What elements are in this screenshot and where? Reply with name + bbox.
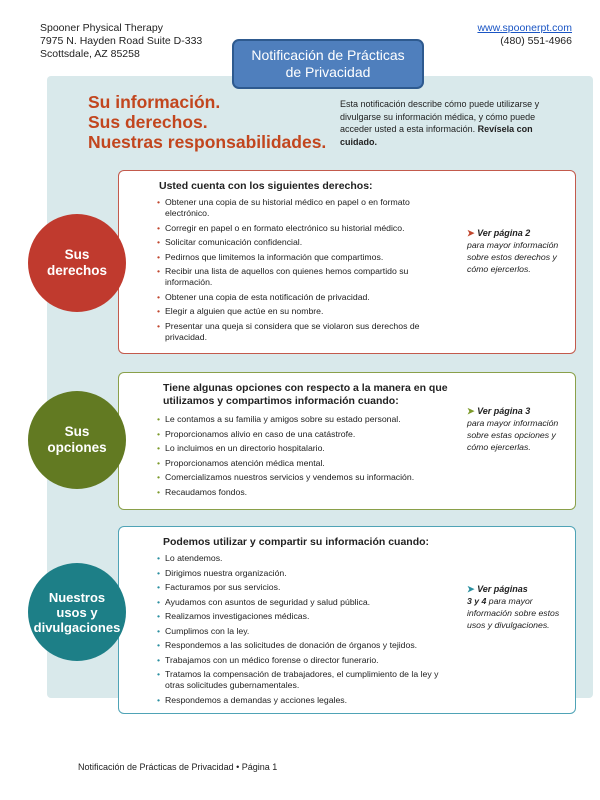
list-item: • Facturamos por sus servicios. xyxy=(157,582,447,593)
arrow-right-icon: ➤ xyxy=(467,228,475,238)
list-item: • Respondemos a demandas y acciones legales. xyxy=(157,695,447,706)
list-item: • Corregir en papel o en formato electrónico su historial médico. xyxy=(157,223,447,234)
uses-circle-line3: divulgaciones xyxy=(33,619,121,635)
headline-line2: Sus derechos. xyxy=(88,112,208,132)
uses-circle-line2: usos y xyxy=(56,604,98,620)
uses-circle xyxy=(28,563,126,661)
address-line2: Scottsdale, AZ 85258 xyxy=(40,48,140,60)
options-circle-line2: opciones xyxy=(47,440,107,455)
uses-page-ref xyxy=(467,583,565,631)
headline-line3: Nuestras responsabilidades. xyxy=(88,132,327,152)
list-item: • Ayudamos con asuntos de seguridad y salud pública. xyxy=(157,597,447,608)
uses-side-text: para mayor información sobre estos usos y divulgaciones. xyxy=(467,596,560,630)
list-item: • Recaudamos fondos. xyxy=(157,487,447,498)
document-title xyxy=(232,39,424,89)
list-item: • Presentar una queja si considera que se violaron sus derechos de privacidad. xyxy=(157,321,447,343)
rights-list xyxy=(157,197,447,346)
intro-emphasis: Revísela con cuidado. xyxy=(340,124,533,147)
list-item: • Realizamos investigaciones médicas. xyxy=(157,611,447,622)
options-see: Ver página 3 xyxy=(477,406,531,416)
rights-side-text: para mayor información sobre estos derechos y cómo ejercerlos. xyxy=(467,240,559,274)
title-line2: de Privacidad xyxy=(285,64,371,80)
list-item: • Obtener una copia de esta notificación de privacidad. xyxy=(157,292,447,303)
rights-heading: Usted cuenta con los siguientes derechos: xyxy=(159,180,373,192)
intro-text xyxy=(340,98,560,148)
list-item: • Le contamos a su familia y amigos sobre su estado personal. xyxy=(157,414,447,425)
options-list xyxy=(157,414,447,501)
options-circle xyxy=(28,391,126,489)
list-item: • Solicitar comunicación confidencial. xyxy=(157,237,447,248)
uses-heading: Podemos utilizar y compartir su información cuando: xyxy=(163,536,430,548)
website-link[interactable]: www.spoonerpt.com xyxy=(477,22,572,34)
list-item: • Pedirnos que limitemos la información que compartimos. xyxy=(157,252,447,263)
list-item: • Lo incluimos en un directorio hospitalario. xyxy=(157,443,447,454)
list-item: • Proporcionamos atención médica mental. xyxy=(157,458,447,469)
title-line1: Notificación de Prácticas xyxy=(251,47,405,63)
org-address-block xyxy=(40,22,202,61)
list-item: • Recibir una lista de aquellos con quienes hemos compartido su información. xyxy=(157,266,447,288)
rights-see: Ver página 2 xyxy=(477,228,531,238)
arrow-right-icon: ➤ xyxy=(467,584,475,594)
page-footer: Notificación de Prácticas de Privacidad • Página 1 xyxy=(78,762,278,772)
list-item: • Obtener una copia de su historial médico en papel o en formato electrónico. xyxy=(157,197,447,219)
options-box xyxy=(118,372,576,510)
uses-see-pages: 3 y 4 xyxy=(467,596,487,606)
list-item: • Cumplimos con la ley. xyxy=(157,626,447,637)
list-item: • Respondemos a las solicitudes de donación de órganos y tejidos. xyxy=(157,640,447,651)
list-item: • Proporcionamos alivio en caso de una catástrofe. xyxy=(157,429,447,440)
list-item: • Trabajamos con un médico forense o director funerario. xyxy=(157,655,447,666)
uses-box xyxy=(118,526,576,714)
uses-circle-line1: Nuestros xyxy=(48,589,106,605)
intro-body: Esta notificación describe cómo puede utilizarse y divulgarse su información médica, y cómo puede acceder usted a esta información. xyxy=(340,99,540,134)
options-heading: Tiene algunas opciones con respecto a la manera en que utilizamos y compartimos información cuando: xyxy=(163,382,448,407)
contact-block xyxy=(477,22,572,48)
rights-circle xyxy=(28,214,126,312)
options-side-text: para mayor información sobre estas opciones y cómo ejercerlas. xyxy=(467,418,559,452)
list-item: • Tratamos la compensación de trabajadores, el cumplimiento de la ley y otras solicitudes gubernamentales. xyxy=(157,669,447,691)
rights-circle-line2: derechos xyxy=(46,263,108,278)
address-line1: 7975 N. Hayden Road Suite D-333 xyxy=(40,35,203,47)
rights-circle-line1: Sus xyxy=(64,247,90,262)
headline-line1: Su información. xyxy=(88,92,221,112)
list-item: • Comercializamos nuestros servicios y vendemos su información. xyxy=(157,472,447,483)
list-item: • Elegir a alguien que actúe en su nombre. xyxy=(157,306,447,317)
rights-box xyxy=(118,170,576,354)
arrow-right-icon: ➤ xyxy=(467,406,475,416)
rights-page-ref xyxy=(467,227,565,275)
options-page-ref xyxy=(467,405,565,453)
uses-see: Ver páginas xyxy=(477,584,528,594)
org-name: Spooner Physical Therapy xyxy=(40,22,163,34)
phone-number: (480) 551-4966 xyxy=(500,35,572,47)
uses-list xyxy=(157,553,447,709)
options-circle-line1: Sus xyxy=(64,424,90,439)
list-item: • Dirigimos nuestra organización. xyxy=(157,568,447,579)
headline xyxy=(88,92,326,152)
list-item: • Lo atendemos. xyxy=(157,553,447,564)
